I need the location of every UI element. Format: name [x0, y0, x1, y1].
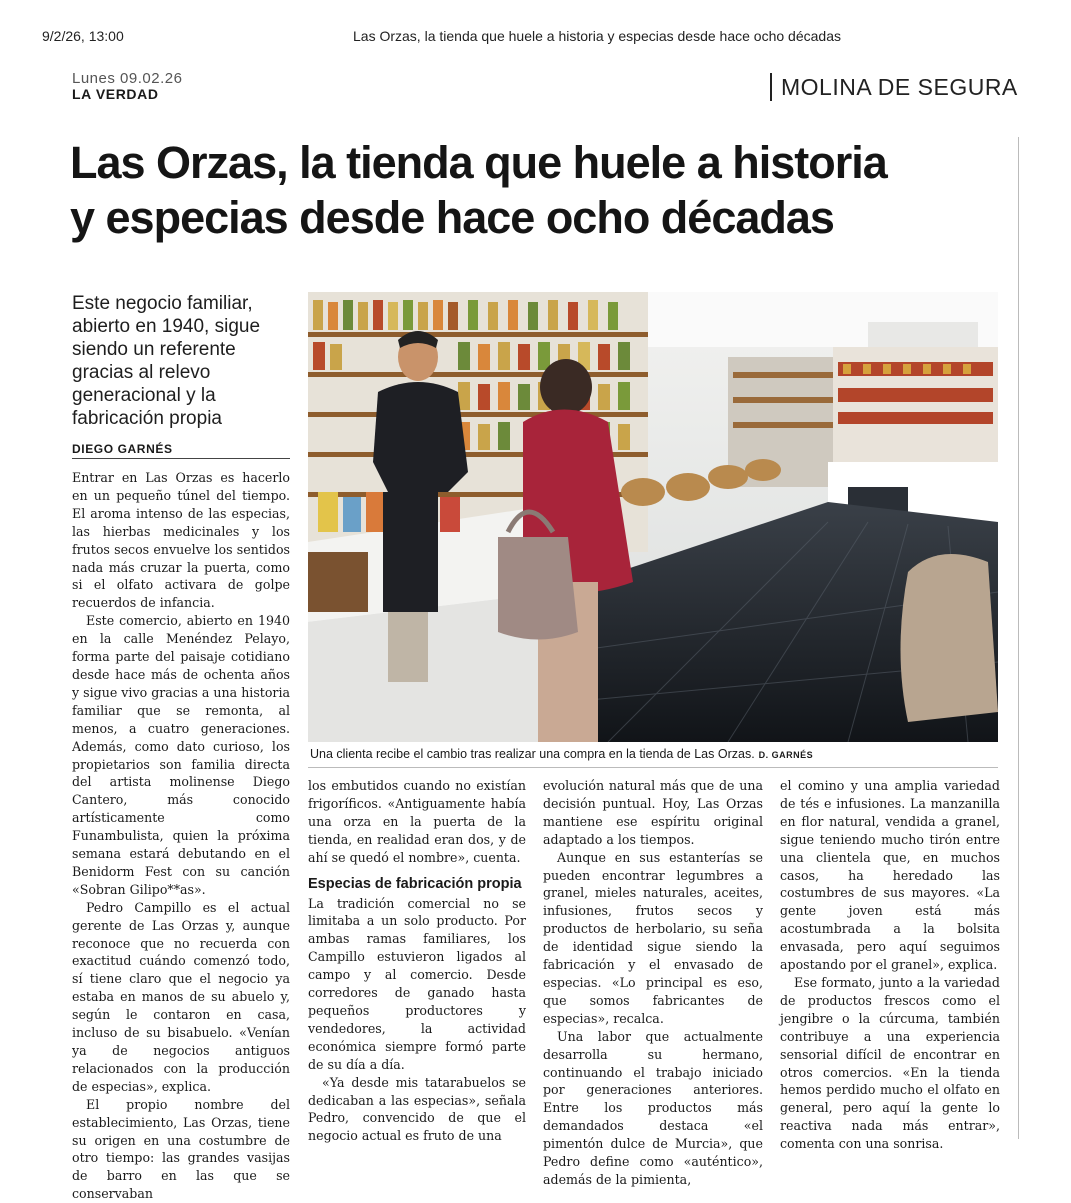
page-margin-rule: [1018, 137, 1019, 1139]
article-subheading: Especias de fabricación propia: [308, 875, 522, 892]
paragraph: «Ya desde mis tatarabuelos se dedicaban a las especias», señala Pedro, convencido de que el negocio actual es fruto de una: [308, 1074, 526, 1144]
caption-divider: [308, 767, 998, 768]
print-datetime: 9/2/26, 13:00: [42, 28, 124, 44]
caption-text: Una clienta recibe el cambio tras realizar una compra en la tienda de Las Orzas.: [310, 747, 755, 761]
issue-date: Lunes 09.02.26: [72, 70, 183, 87]
print-page-title: Las Orzas, la tienda que huele a historia y especias desde hace ocho décadas: [353, 28, 841, 44]
article-subtitle: Este negocio familiar, abierto en 1940, sigue siendo un referente gracias al relevo generacional y la fabricación propia: [72, 293, 261, 429]
article-column-4: [780, 777, 1000, 1153]
headline-line-2: y especias desde hace ocho décadas: [70, 192, 834, 243]
article-headline: [70, 135, 1010, 245]
paragraph: Ese formato, junto a la variedad de productos frescos como el jengibre o la cúrcuma, también contribuye a una experiencia sensorial difícil de encontrar en otros comercios. «En la tienda hemos perdido mucho el olfato en general, pero aquí la gente lo reactiva nada más entrar», comenta con una sonrisa.: [780, 974, 1000, 1152]
byline-divider: [72, 458, 290, 459]
paragraph: La tradición comercial no se limitaba a un solo producto. Por ambas ramas familiares, los Campillo estuvieron ligados al campo y al comercio. Desde corredores de ganado hasta pequeños productores y vendedores, la actividad económica siempre formó parte de su día a día.: [308, 895, 526, 1072]
paragraph: Pedro Campillo es el actual gerente de Las Orzas y, aunque reconoce que no recuerda con exactitud cuándo comenzó todo, sí tiene claro que el negocio ya estaba en manos de su abuelo y, según le contaron en casa, incluso de su bisabuelo. «Venían ya de negocios antiguos relacionados con la producción de especias», explica.: [72, 899, 290, 1094]
article-column-1: [72, 469, 290, 1203]
article-column-3: [543, 777, 763, 1189]
article-byline: DIEGO GARNÉS: [72, 442, 173, 456]
article-photo: [308, 292, 998, 742]
paragraph: El propio nombre del establecimiento, Las Orzas, tiene su origen en una costumbre de otro tiempo: las grandes vasijas de barro en las que se conservaban: [72, 1096, 290, 1202]
paragraph: los embutidos cuando no existían frigoríficos. «Antiguamente había una orza en la puerta de la tienda, en realidad eran dos, y de ahí se quedó el nombre», cuenta.: [308, 778, 526, 865]
headline-line-1: Las Orzas, la tienda que huele a historia: [70, 137, 887, 188]
article-column-2: [308, 777, 526, 1145]
paragraph: Entrar en Las Orzas es hacerlo en un pequeño túnel del tiempo. El aroma intenso de las especias, las hierbas medicinales y los frutos secos envuelve los sentidos nada más cruzar la puerta, como si el olfato activara de golpe recuerdos de infancia.: [72, 470, 290, 611]
paragraph: el comino y una amplia variedad de tés e infusiones. La manzanilla en flor natural, vendida a granel, sigue teniendo mucho tirón entre una clientela que, en muchos casos, ha heredado las costumbres de sus mayores. «La gente joven está más acostumbrada a la bolsita envasada, pero aquí seguimos apostando por el granel», explica.: [780, 778, 1000, 973]
paragraph: Este comercio, abierto en 1940 en la calle Menéndez Pelayo, forma parte del paisaje cotidiano desde hace más de ochenta años y sigue vivo gracias a una historia familiar que se remonta, al menos, a cuatro generaciones. Además, como dato curioso, los propietarios son familia directa del artista molinense Diego Cantero, más conocido artísticamente como Funambulista, quien la próxima semana estará debutando en el Benidorm Fest con su canción «Sobran Gilipo**as».: [72, 613, 290, 897]
photo-caption: [310, 747, 813, 761]
section-label: MOLINA DE SEGURA: [781, 74, 1018, 100]
paragraph: evolución natural más que de una decisión puntual. Hoy, Las Orzas mantiene ese espíritu original adaptado a los tiempos.: [543, 778, 763, 847]
photo-credit: D. GARNÉS: [758, 750, 814, 760]
paragraph: Aunque en sus estanterías se pueden encontrar legumbres a granel, mieles naturales, aceites, infusiones, frutos secos y productos de herbolario, su seña de identidad sigue siendo la fabricación y el envasado de especias. «Lo principal es eso, que somos fabricantes de especias», recalca.: [543, 849, 763, 1026]
newspaper-name: LA VERDAD: [72, 86, 159, 102]
paragraph: Una labor que actualmente desarrolla su hermano, continuando el trabajo iniciado por generaciones anteriores. Entre los productos más demandados destaca «el pimentón dulce de Murcia», que Pedro define como «auténtico», además de la pimienta,: [543, 1028, 763, 1187]
section-divider: [770, 73, 772, 101]
